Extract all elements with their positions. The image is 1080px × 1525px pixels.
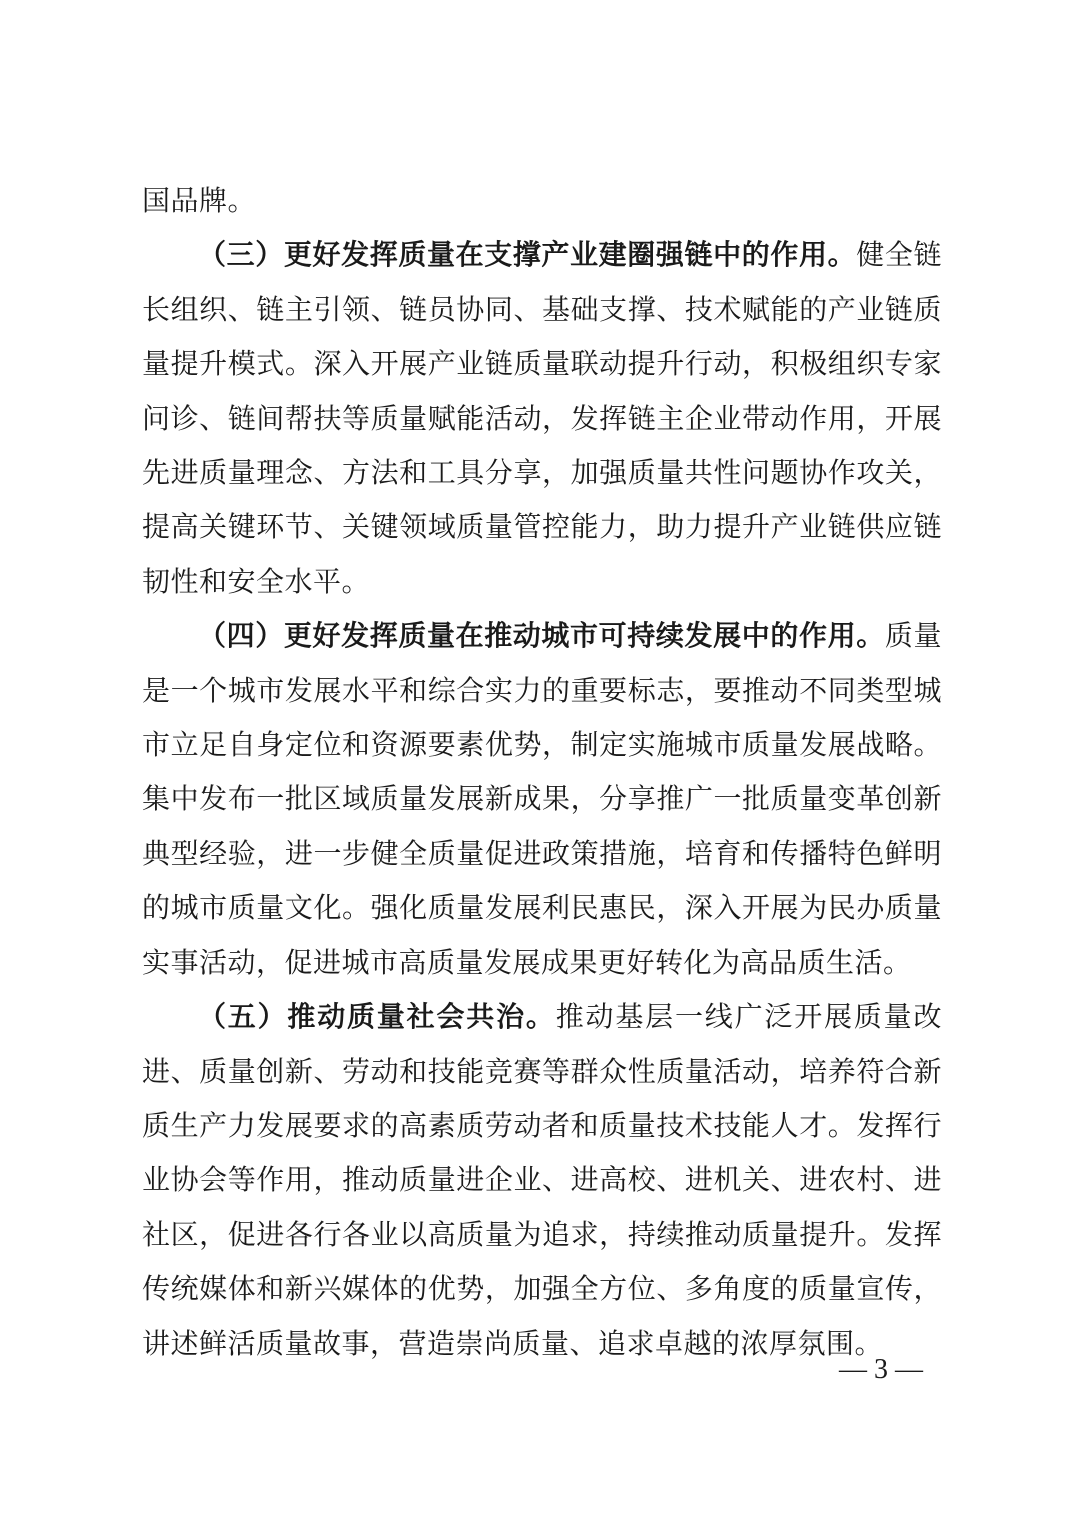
paragraph-text: 质量是一个城市发展水平和综合实力的重要标志，要推动不同类型城市立足自身定位和资源要素优势，制定实施城市质量发展战略。集中发布一批区域质量发展新成果，分享推广一批质量变革创新典型经验，进一步健全质量促进政策措施，培育和传播特色鲜明的城市质量文化。强化质量发展利民惠民，深入开展为民办质量实事活动，促进城市高质量发展成果更好转化为高品质生活。 xyxy=(142,619,942,979)
paragraph-section-five xyxy=(142,990,942,1371)
paragraph-text: 健全链长组织、链主引领、链员协同、基础支撑、技术赋能的产业链质量提升模式。深入开展产业链质量联动提升行动，积极组织专家问诊、链间帮扶等质量赋能活动，发挥链主企业带动作用，开展先进质量理念、方法和工具分享，加强质量共性问题协作攻关，提高关键环节、关键领域质量管控能力，助力提升产业链供应链韧性和安全水平。 xyxy=(142,238,942,598)
paragraph-section-four xyxy=(142,609,942,990)
paragraph-section-three xyxy=(142,228,942,609)
paragraph-text: 国品牌。 xyxy=(142,184,257,217)
paragraph-continuation xyxy=(142,174,942,228)
section-heading: （四）更好发挥质量在推动城市可持续发展中的作用。 xyxy=(198,619,885,653)
paragraph-text: 推动基层一线广泛开展质量改进、质量创新、劳动和技能竞赛等群众性质量活动，培养符合新质生产力发展要求的高素质劳动者和质量技术技能人才。发挥行业协会等作用，推动质量进企业、进高校、进机关、进农村、进社区，促进各行各业以高质量为追求，持续推动质量提升。发挥传统媒体和新兴媒体的优势，加强全方位、多角度的质量宣传，讲述鲜活质量故事，营造崇尚质量、追求卓越的浓厚氛围。 xyxy=(142,1000,942,1360)
document-body xyxy=(142,174,942,1371)
section-heading: （五）推动质量社会共治。 xyxy=(198,1000,556,1034)
page-number: — 3 — xyxy=(839,1354,923,1385)
section-heading: （三）更好发挥质量在支撑产业建圈强链中的作用。 xyxy=(198,238,857,272)
